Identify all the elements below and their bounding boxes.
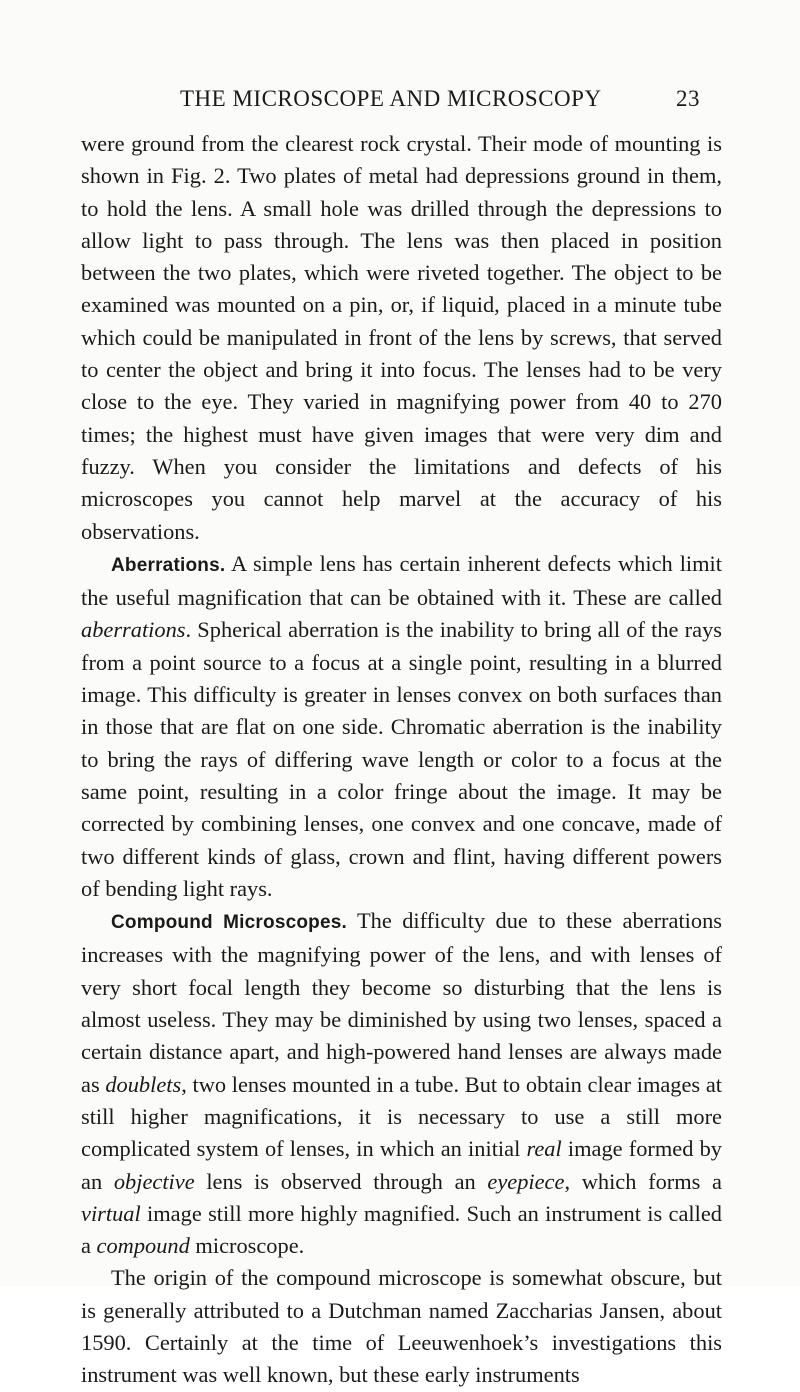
section-heading-aberrations: Aberrations. — [111, 554, 226, 576]
italic-term: virtual — [81, 1200, 141, 1226]
page-number: 23 — [676, 86, 700, 111]
running-title: THE MICROSCOPE AND MICROSCOPY — [180, 86, 602, 111]
running-head — [100, 86, 700, 120]
body-text — [81, 128, 722, 1392]
paragraph-text: image formed by an — [81, 1136, 722, 1194]
paragraph-text: . Spherical aberration is the inability to bring all of the rays from a point source to a focus at a single point, resulting in a blurred image. This difficulty is greater in lenses convex on both surfaces than in those that are flat on one side. Chromatic aberration is the inability to bring the rays of differing wave length or color to a focus at the same point, resulting in a color fringe about the image. It may be corrected by combining lenses, one convex and one concave, made of two different kinds of glass, crown and flint, having different powers of bending light rays. — [81, 617, 722, 901]
italic-term: objective — [113, 1168, 195, 1194]
paragraph-text: lens is observed through an — [194, 1168, 488, 1194]
paragraph-text: A simple lens has certain inherent defects which limit the useful magnification that can be obtained with it. These are called — [81, 550, 722, 611]
paragraph-text: microscope. — [189, 1233, 305, 1259]
paragraph-text: image still more highly magnified. Such an instrument is called a — [81, 1200, 722, 1259]
paragraph-aberrations — [81, 548, 722, 905]
paragraph-compound-microscopes — [81, 905, 722, 1262]
italic-term: eyepiece — [487, 1168, 565, 1194]
paragraph-text: , which forms a — [564, 1168, 722, 1194]
paragraph-text: The difficulty due to these aberrations increases with the magnifying power of the lens, and with lenses of very short focal length they become so disturbing that the lens is almost useless. They may be diminished by using two lenses, spaced a certain distance apart, and high-powered hand lenses are always made as — [81, 908, 722, 1097]
paragraph-origin — [81, 1262, 722, 1391]
paragraph-text: were ground from the clearest rock crystal. Their mode of mounting is shown in Fig. 2. Two plates of metal had depressions ground in them, to hold the lens. A small hole was drilled through the depressions to allow light to pass through. The lens was then placed in position between the two plates, which were riveted together. The object to be examined was mounted on a pin, or, if liquid, placed in a minute tube which could be manipulated in front of the lens by screws, that served to center the object and bring it into focus. The lenses had to be very close to the eye. They varied in magnifying power from 40 to 270 times; the highest must have given images that were very dim and fuzzy. When you consider the limitations and defects of his microscopes you cannot help marvel at the accuracy of his observations. — [81, 131, 722, 544]
italic-term: real — [526, 1136, 562, 1162]
paragraph-mounting — [81, 128, 722, 548]
section-heading-compound-microscopes: Compound Microscopes. — [111, 912, 347, 934]
paragraph-text: , two lenses mounted in a tube. But to obtain clear images at still higher magnifications, it is necessary to use a still more complicated system of lenses, in which an initial — [81, 1071, 722, 1162]
italic-term: doublets — [105, 1071, 182, 1097]
paragraph-text: The origin of the compound microscope is somewhat obscure, but is generally attributed to a Dutchman named Zaccharias Jansen, about 1590. Certainly at the time of Leeuwenhoek’s investigations this instrument was well known, but these early instruments — [81, 1265, 722, 1388]
italic-term: compound — [96, 1233, 190, 1259]
italic-term: aberrations — [81, 617, 186, 643]
